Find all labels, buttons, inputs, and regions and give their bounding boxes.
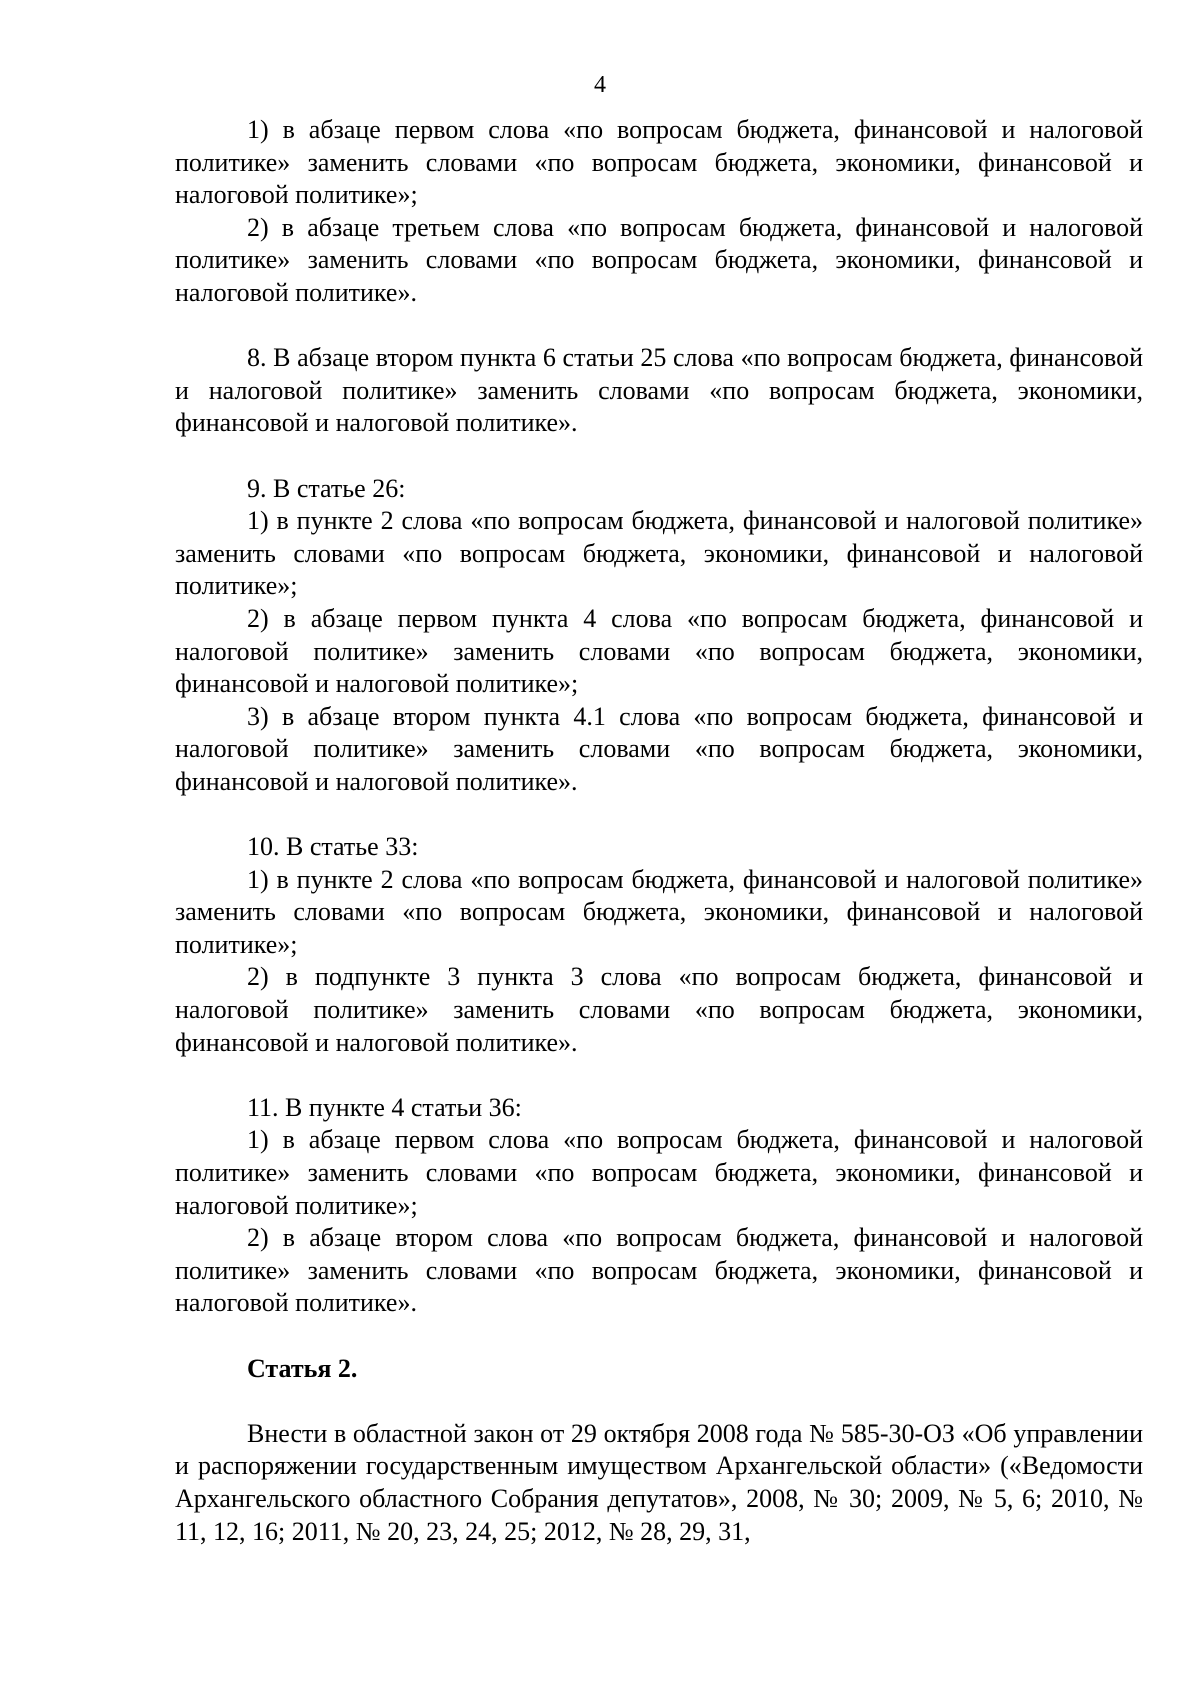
paragraph-spacer xyxy=(175,1320,1143,1353)
paragraph: 11. В пункте 4 статьи 36: xyxy=(247,1092,522,1122)
paragraph-spacer xyxy=(175,440,1143,473)
article-heading: Статья 2. xyxy=(247,1353,358,1383)
paragraph: 1) в пункте 2 слова «по вопросам бюджета, финансовой и налоговой политике» заменить словами «по вопросам бюджета, экономики, финансовой и налоговой политике»; xyxy=(175,864,1143,959)
paragraph: 8. В абзаце втором пункта 6 статьи 25 слова «по вопросам бюджета, финансовой и налоговой политике» заменить словами «по вопросам бюджета, экономики, финансовой и налоговой политике». xyxy=(175,343,1143,438)
paragraph-spacer xyxy=(175,1385,1143,1418)
paragraph-spacer xyxy=(175,798,1143,831)
paragraph: 2) в абзаце втором слова «по вопросам бюджета, финансовой и налоговой политике» заменить словами «по вопросам бюджета, экономики, финансовой и налоговой политике». xyxy=(175,1223,1143,1318)
paragraph: 9. В статье 26: xyxy=(247,473,406,503)
document-body xyxy=(175,114,1143,1548)
page-number: 4 xyxy=(594,72,606,98)
paragraph: 1) в абзаце первом слова «по вопросам бюджета, финансовой и налоговой политике» заменить словами «по вопросам бюджета, экономики, финансовой и налоговой политике»; xyxy=(175,115,1143,210)
paragraph: 3) в абзаце втором пункта 4.1 слова «по вопросам бюджета, финансовой и налоговой политике» заменить словами «по вопросам бюджета, экономики, финансовой и налоговой политике». xyxy=(175,701,1143,796)
paragraph-spacer xyxy=(175,310,1143,343)
paragraph: 2) в подпункте 3 пункта 3 слова «по вопросам бюджета, финансовой и налоговой политике» заменить словами «по вопросам бюджета, экономики, финансовой и налоговой политике». xyxy=(175,962,1143,1057)
paragraph: 2) в абзаце третьем слова «по вопросам бюджета, финансовой и налоговой политике» заменить словами «по вопросам бюджета, экономики, финансовой и налоговой политике». xyxy=(175,212,1143,307)
paragraph: 10. В статье 33: xyxy=(247,832,419,862)
paragraph: 2) в абзаце первом пункта 4 слова «по вопросам бюджета, финансовой и налоговой политике» заменить словами «по вопросам бюджета, экономики, финансовой и налоговой политике»; xyxy=(175,603,1143,699)
paragraph: Внести в областной закон от 29 октября 2008 года № 585-30-ОЗ «Об управлении и распоряжении государственным имуществом Архангельской области» («Ведомости Архангельского областного Собрания депутатов», 2008, № 30; 2009, № 5, 6; 2010, № 11, 12, 16; 2011, № 20, 23, 24, 25; 2012, № 28, 29, 31, xyxy=(175,1418,1143,1546)
paragraph: 1) в пункте 2 слова «по вопросам бюджета, финансовой и налоговой политике» заменить словами «по вопросам бюджета, экономики, финансовой и налоговой политике»; xyxy=(175,506,1143,601)
paragraph: 1) в абзаце первом слова «по вопросам бюджета, финансовой и налоговой политике» заменить словами «по вопросам бюджета, экономики, финансовой и налоговой политике»; xyxy=(175,1125,1143,1220)
paragraph-spacer xyxy=(175,1059,1143,1092)
